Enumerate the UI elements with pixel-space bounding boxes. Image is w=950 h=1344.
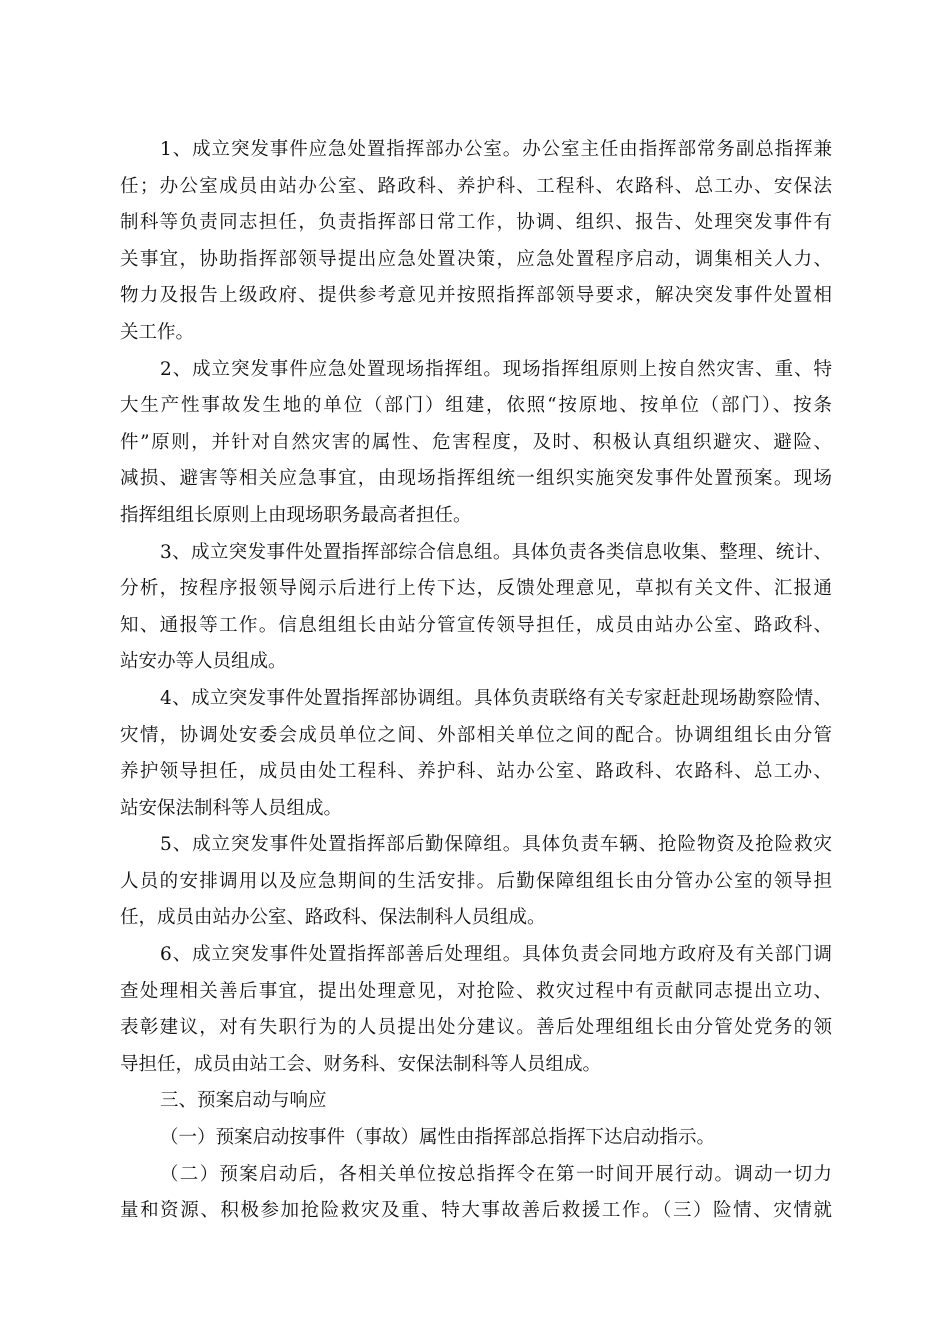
text-line: 关事宜，协助指挥部领导提出应急处置决策，应急处置程序启动，调集相关人力、 bbox=[120, 248, 832, 270]
text-line: 1、成立突发事件应急处置指挥部办公室。办公室主任由指挥部常务副总指挥兼 bbox=[160, 139, 832, 160]
text-line: （一）预案启动按事件（事故）属性由指挥部总指挥下达启动指示。 bbox=[160, 1127, 716, 1149]
text-line: 制科等负责同志担任，负责指挥部日常工作，协调、组织、报告、处理突发事件有 bbox=[120, 212, 832, 234]
paragraph bbox=[120, 1157, 832, 1230]
paragraph bbox=[120, 827, 832, 937]
paragraph bbox=[120, 937, 832, 1083]
text-line: 量和资源、积极参加抢险救灾及重、特大事故善后救援工作。（三）险情、灾情就 bbox=[120, 1200, 832, 1222]
text-line: 站安保法制科等人员组成。 bbox=[120, 797, 343, 819]
text-line: 养护领导担任，成员由处工程科、养护科、站办公室、路政科、农路科、总工办、 bbox=[120, 761, 832, 783]
text-line: （二）预案启动后，各相关单位按总指挥令在第一时间开展行动。调动一切力 bbox=[160, 1163, 832, 1185]
text-line: 人员的安排调用以及应急期间的生活安排。后勤保障组组长由分管办公室的领导担 bbox=[120, 870, 832, 892]
paragraph bbox=[120, 535, 832, 681]
text-line: 4、成立突发事件处置指挥部协调组。具体负责联络有关专家赶赴现场勘察险情、 bbox=[160, 687, 832, 709]
text-line: 3、成立突发事件处置指挥部综合信息组。具体负责各类信息收集、整理、统计、 bbox=[160, 541, 832, 563]
text-line: 物力及报告上级政府、提供参考意见并按照指挥部领导要求，解决突发事件处置相 bbox=[120, 285, 832, 307]
paragraph bbox=[120, 1083, 832, 1120]
paragraph bbox=[120, 132, 832, 352]
paragraph bbox=[120, 352, 832, 535]
text-line: 2、成立突发事件应急处置现场指挥组。现场指挥组原则上按自然灾害、重、特 bbox=[160, 358, 832, 380]
text-line: 导担任，成员由站工会、财务科、安保法制科等人员组成。 bbox=[120, 1053, 602, 1075]
text-line: 知、通报等工作。信息组组长由站分管宣传领导担任，成员由站办公室、路政科、 bbox=[120, 614, 832, 636]
text-line: 表彰建议，对有失职行为的人员提出处分建议。善后处理组组长由分管处党务的领 bbox=[120, 1017, 832, 1039]
paragraph bbox=[120, 1120, 832, 1157]
paragraph bbox=[120, 681, 832, 827]
text-line: 件”原则，并针对自然灾害的属性、危害程度，及时、积极认真组织避灾、避险、 bbox=[120, 431, 832, 453]
text-line: 5、成立突发事件处置指挥部后勤保障组。具体负责车辆、抢险物资及抢险救灾 bbox=[160, 834, 832, 856]
text-line: 灾情，协调处安委会成员单位之间、外部相关单位之间的配合。协调组组长由分管 bbox=[120, 724, 832, 746]
text-line: 关工作。 bbox=[120, 321, 195, 343]
text-line: 查处理相关善后事宜，提出处理意见，对抢险、救灾过程中有贡献同志提出立功、 bbox=[120, 980, 832, 1002]
text-line: 分析，按程序报领导阅示后进行上传下达，反馈处理意见，草拟有关文件、汇报通 bbox=[120, 578, 832, 600]
text-line: 站安办等人员组成。 bbox=[120, 651, 287, 673]
text-line: 指挥组组长原则上由现场职务最高者担任。 bbox=[120, 504, 472, 526]
text-line: 任，成员由站办公室、路政科、保法制科人员组成。 bbox=[120, 907, 546, 929]
text-line: 6、成立突发事件处置指挥部善后处理组。具体负责会同地方政府及有关部门调 bbox=[160, 944, 832, 966]
text-line: 三、预案启动与响应 bbox=[160, 1090, 327, 1112]
text-line: 任；办公室成员由站办公室、路政科、养护科、工程科、农路科、总工办、安保法 bbox=[120, 175, 832, 197]
document-body bbox=[120, 132, 832, 1230]
text-line: 减损、避害等相关应急事宜，由现场指挥组统一组织实施突发事件处置预案。现场 bbox=[120, 468, 832, 490]
text-line: 大生产性事故发生地的单位（部门）组建，依照“按原地、按单位（部门）、按条 bbox=[120, 395, 832, 417]
